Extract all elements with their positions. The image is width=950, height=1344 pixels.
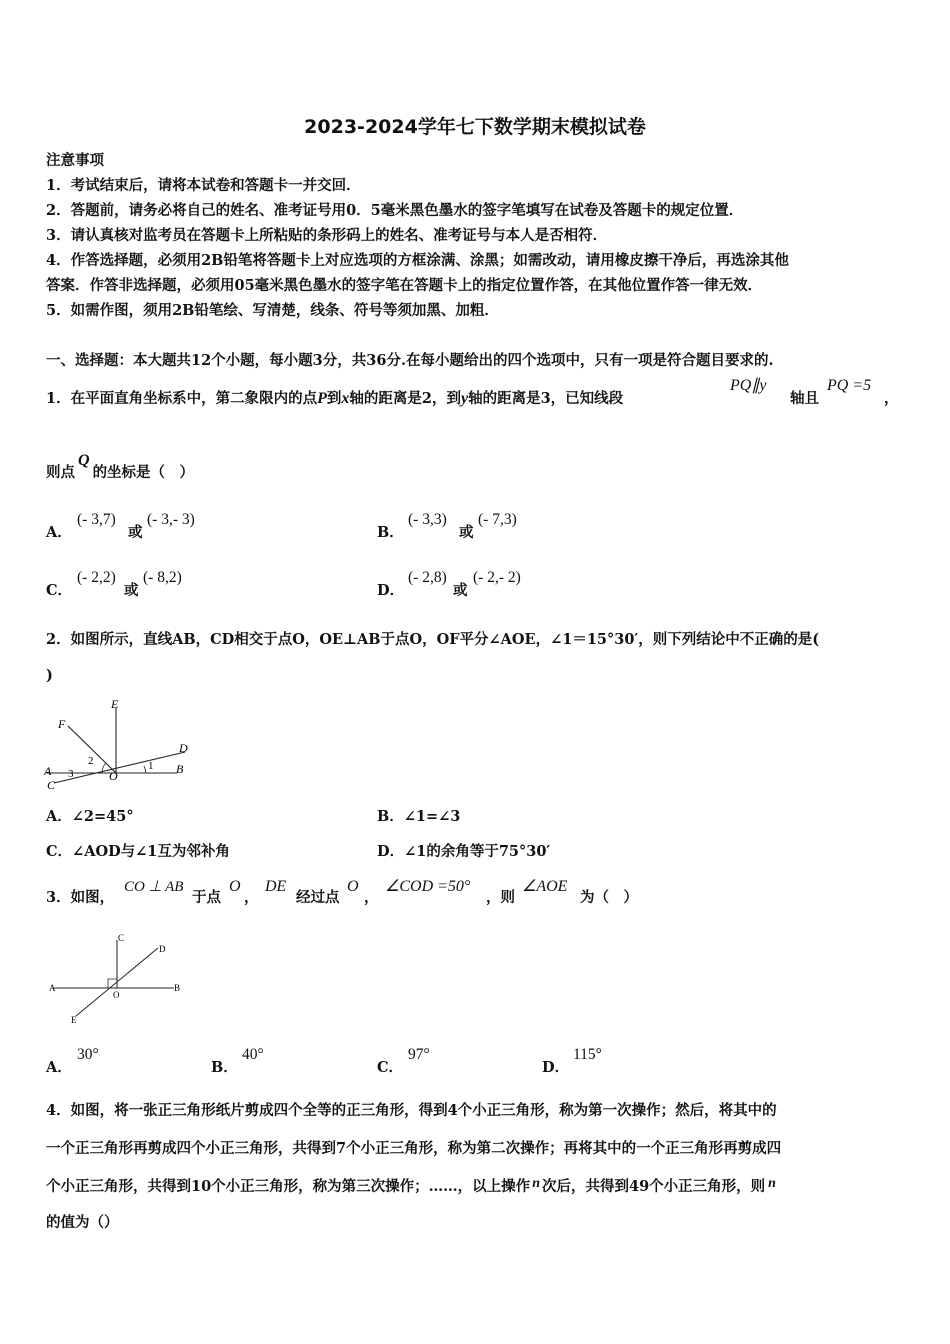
label-a: A xyxy=(49,983,56,993)
label-b: B xyxy=(174,983,181,993)
q4-text: 个小正三角形，共得到10个小正三角形，称为第三次操作；……，以上操作 xyxy=(46,1178,531,1195)
q1-math-y: y xyxy=(460,390,469,407)
option-text: ∠1的余角等于75°30′ xyxy=(404,843,551,860)
q1-text: 则点 xyxy=(46,464,75,481)
q1-option-label: A． xyxy=(46,524,72,541)
q1-text: ， xyxy=(884,390,899,407)
q3-text: 为（ ） xyxy=(580,889,638,906)
option-label: C． xyxy=(46,843,73,860)
q2-option-d xyxy=(377,842,550,862)
q3-text: 经过点 xyxy=(296,889,340,906)
label-2: 2 xyxy=(88,755,94,767)
label-a: A xyxy=(44,764,52,778)
q1-option-or: 或 xyxy=(124,582,139,599)
q1-math-x: x xyxy=(341,390,350,407)
q3-math: DE xyxy=(265,878,287,895)
q1-text: 轴且 xyxy=(790,390,819,407)
q2-stem: 2．如图所示，直线AB，CD相交于点O，OE⊥AB于点O，OF平分∠AOE，∠1＝15°30′，则下列结论中不正确的是( xyxy=(46,631,820,648)
q1-stem xyxy=(46,389,623,409)
q1-stem-line2 xyxy=(46,452,195,483)
q2-stem-end: ) xyxy=(46,667,53,684)
q3-figure xyxy=(46,930,196,1030)
label-3: 3 xyxy=(68,768,74,780)
q1-option-or: 或 xyxy=(453,582,468,599)
q1-option-or: 或 xyxy=(459,524,474,541)
q1-text: 的坐标是（ ） xyxy=(92,464,195,481)
q1-option-value: (- 2,8) xyxy=(408,569,447,586)
q3-text: ， xyxy=(244,889,259,906)
notice-item: 5．如需作图，须用2B铅笔绘、写清楚，线条、符号等须加黑、加粗． xyxy=(46,302,499,319)
option-text: ∠AOD与∠1互为邻补角 xyxy=(72,843,230,860)
notice-item: 2．答题前，请务必将自己的姓名、准考证号用0．5毫米黑色墨水的签字笔填写在试卷及答题卡的规定位置． xyxy=(46,202,744,219)
q3-text: ，则 xyxy=(486,889,515,906)
q1-option-value: (- 3,7) xyxy=(77,511,116,528)
q3-text: 于点 xyxy=(192,889,221,906)
q1-math-q: Q xyxy=(78,452,90,469)
q3-math: ∠AOE xyxy=(522,878,568,895)
q3-option-value: 115° xyxy=(573,1046,602,1063)
q1-option-value: (- 2,2) xyxy=(77,569,116,586)
section-heading: 一、选择题：本大题共12个小题，每小题3分，共36分.在每小题给出的四个选项中，只有一项是符合题目要求的. xyxy=(46,352,774,369)
option-text: ∠1=∠3 xyxy=(403,808,461,825)
q3-option-label: B． xyxy=(211,1059,238,1076)
q3-option-value: 40° xyxy=(242,1046,264,1063)
q4-line: 的值为（） xyxy=(46,1214,119,1231)
option-label: D． xyxy=(377,843,405,860)
q4-text: 次后，共得到49个小正三角形，则 xyxy=(541,1178,766,1195)
q1-option-value: (- 2,- 2) xyxy=(473,569,521,586)
q1-text: 1．在平面直角坐标系中，第二象限内的点 xyxy=(46,390,318,407)
q4-math-n: n xyxy=(768,1176,776,1191)
label-o: O xyxy=(109,769,118,783)
q3-math: O xyxy=(347,878,359,895)
q3-option-value: 30° xyxy=(77,1046,99,1063)
q3-math: ∠COD =50° xyxy=(385,878,471,895)
option-label: A． xyxy=(46,808,72,825)
q1-option-or: 或 xyxy=(128,524,143,541)
q1-option-label: B． xyxy=(377,524,404,541)
notice-heading: 注意事项 xyxy=(46,152,104,169)
label-d: D xyxy=(159,944,166,954)
q3-text: ， xyxy=(364,889,379,906)
label-c: C xyxy=(118,933,125,943)
angle-arc xyxy=(144,766,146,773)
q1-option-value: (- 8,2) xyxy=(143,569,182,586)
q4-math-n: n xyxy=(532,1176,540,1191)
q3-option-label: C． xyxy=(377,1059,404,1076)
notice-item: 3．请认真核对监考员在答题卡上所粘贴的条形码上的姓名、准考证号与本人是否相符． xyxy=(46,227,608,244)
option-text: ∠2=45° xyxy=(71,808,134,825)
q3-option-label: D． xyxy=(542,1059,570,1076)
q3-option-label: A． xyxy=(46,1059,72,1076)
q2-option-c xyxy=(46,842,230,862)
q4-line: 一个正三角形再剪成四个小正三角形，共得到7个小正三角形，称为第二次操作；再将其中的一个正三角形再剪成四 xyxy=(46,1140,782,1157)
label-e: E xyxy=(111,697,119,711)
q1-option-value: (- 7,3) xyxy=(478,511,517,528)
notice-item: 答案．作答非选择题，必须用05毫米黑色墨水的签字笔在答题卡上的指定位置作答，在其他位置作答一律无效． xyxy=(46,277,763,294)
q2-option-a xyxy=(46,807,134,827)
option-label: B． xyxy=(377,808,404,825)
q4-line: 4．如图，将一张正三角形纸片剪成四个全等的正三角形，得到4个小正三角形，称为第一次操作；然后，将其中的 xyxy=(46,1102,777,1119)
q3-math: O xyxy=(229,878,241,895)
q1-option-label: D． xyxy=(377,582,405,599)
q3-math: CO ⊥ AB xyxy=(124,879,184,895)
page-title: 2023-2024学年七下数学期末模拟试卷 xyxy=(304,116,646,138)
q3-option-value: 97° xyxy=(408,1046,430,1063)
q1-text: 到 xyxy=(326,390,342,407)
q1-option-value: (- 3,3) xyxy=(408,511,447,528)
q1-text: 轴的距离是3，已知线段 xyxy=(468,390,624,407)
q4-line xyxy=(46,1177,776,1198)
q2-option-b xyxy=(377,807,460,827)
label-f: F xyxy=(58,717,66,731)
q1-option-value: (- 3,- 3) xyxy=(147,511,195,528)
label-1: 1 xyxy=(148,760,154,772)
q1-math-pq-length: PQ =5 xyxy=(827,377,872,394)
notice-item: 1．考试结束后，请将本试卷和答题卡一并交回． xyxy=(46,177,361,194)
q1-math-p: P xyxy=(317,390,327,407)
notice-item: 4．作答选择题，必须用2B铅笔将答题卡上对应选项的方框涂满、涂黑；如需改动，请用橡皮擦干净后，再选涂其他 xyxy=(46,252,789,269)
label-d: D xyxy=(179,741,188,755)
q2-figure xyxy=(40,696,200,796)
label-c: C xyxy=(47,778,56,792)
q1-text: 轴的距离是2，到 xyxy=(349,390,461,407)
q3-text: 3．如图， xyxy=(46,889,115,906)
line-cd xyxy=(54,752,185,783)
q1-option-label: C． xyxy=(46,582,73,599)
label-e: E xyxy=(71,1015,77,1025)
q1-math-pq-parallel: PQ∥y xyxy=(730,377,767,394)
label-o: O xyxy=(113,990,120,1000)
label-b: B xyxy=(176,762,184,776)
